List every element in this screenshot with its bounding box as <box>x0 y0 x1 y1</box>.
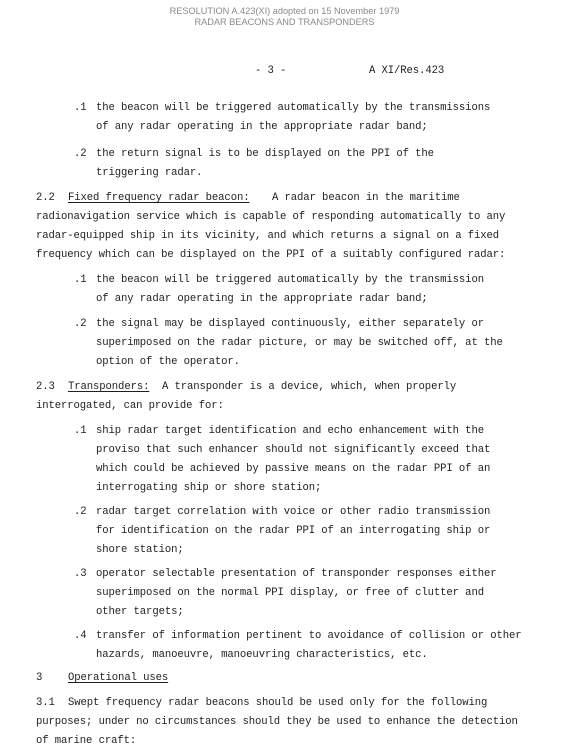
item-number: .2 <box>74 506 87 518</box>
item-text-line: for identification on the radar PPI of an interrogating ship or <box>96 525 491 537</box>
item-number: .2 <box>74 318 87 330</box>
section-title: Operational uses <box>68 672 169 684</box>
item-text-line: radar target correlation with voice or other radio transmission <box>96 506 491 518</box>
item-number: .4 <box>74 630 87 642</box>
section-number: 3.1 <box>36 697 55 709</box>
section-title: Fixed frequency radar beacon: <box>68 192 250 204</box>
paragraph-line: interrogated, can provide for: <box>36 400 224 412</box>
section-number: 3 <box>36 672 43 684</box>
item-text-line: of any radar operating in the appropriate radar band; <box>96 293 428 305</box>
resolution-header: RESOLUTION A.423(XI) adopted on 15 November 1979 <box>169 6 400 16</box>
page-number: - 3 - <box>255 65 287 77</box>
item-number: .1 <box>74 425 87 437</box>
document-reference: A XI/Res.423 <box>369 65 445 77</box>
item-text-line: of any radar operating in the appropriate radar band; <box>96 121 428 133</box>
item-text-line: shore station; <box>96 544 184 556</box>
item-text-line: option of the operator. <box>96 356 240 368</box>
item-text-line: other targets; <box>96 606 184 618</box>
paragraph-line: purposes; under no circumstances should they be used to enhance the detection <box>36 716 518 728</box>
item-number: .1 <box>74 102 87 114</box>
paragraph-line: of marine craft: <box>36 735 137 747</box>
item-text-line: hazards, manoeuvre, manoeuvring characteristics, etc. <box>96 649 428 661</box>
paragraph-line: A radar beacon in the maritime <box>272 192 460 204</box>
paragraph-line: radionavigation service which is capable of responding automatically to any <box>36 211 506 223</box>
item-text-line: the signal may be displayed continuously, either separately or <box>96 318 484 330</box>
section-title: Transponders: <box>68 381 150 393</box>
item-text-line: proviso that such enhancer should not significantly exceed that <box>96 444 491 456</box>
paragraph-line: Swept frequency radar beacons should be used only for the following <box>68 697 488 709</box>
item-number: .1 <box>74 274 87 286</box>
item-text-line: transfer of information pertinent to avoidance of collision or other <box>96 630 522 642</box>
item-text-line: the beacon will be triggered automatically by the transmission <box>96 274 484 286</box>
document-subtitle: RADAR BEACONS AND TRANSPONDERS <box>194 17 375 27</box>
item-number: .2 <box>74 148 87 160</box>
section-number: 2.3 <box>36 381 55 393</box>
item-text-line: ship radar target identification and echo enhancement with the <box>96 425 484 437</box>
paragraph-line: frequency which can be displayed on the PPI of a suitably configured radar: <box>36 249 506 261</box>
item-text-line: superimposed on the normal PPI display, or free of clutter and <box>96 587 484 599</box>
item-text-line: triggering radar. <box>96 167 203 179</box>
paragraph-line: A transponder is a device, which, when properly <box>162 381 457 393</box>
item-text-line: the return signal is to be displayed on the PPI of the <box>96 148 434 160</box>
item-text-line: interrogating ship or shore station; <box>96 482 322 494</box>
item-text-line: the beacon will be triggered automatically by the transmissions <box>96 102 491 114</box>
paragraph-line: radar-equipped ship in its vicinity, and which returns a signal on a fixed <box>36 230 500 242</box>
item-text-line: operator selectable presentation of transponder responses either <box>96 568 497 580</box>
item-text-line: which could be achieved by passive means on the radar PPI of an <box>96 463 491 475</box>
item-text-line: superimposed on the radar picture, or may be switched off, at the <box>96 337 503 349</box>
item-number: .3 <box>74 568 87 580</box>
section-number: 2.2 <box>36 192 55 204</box>
